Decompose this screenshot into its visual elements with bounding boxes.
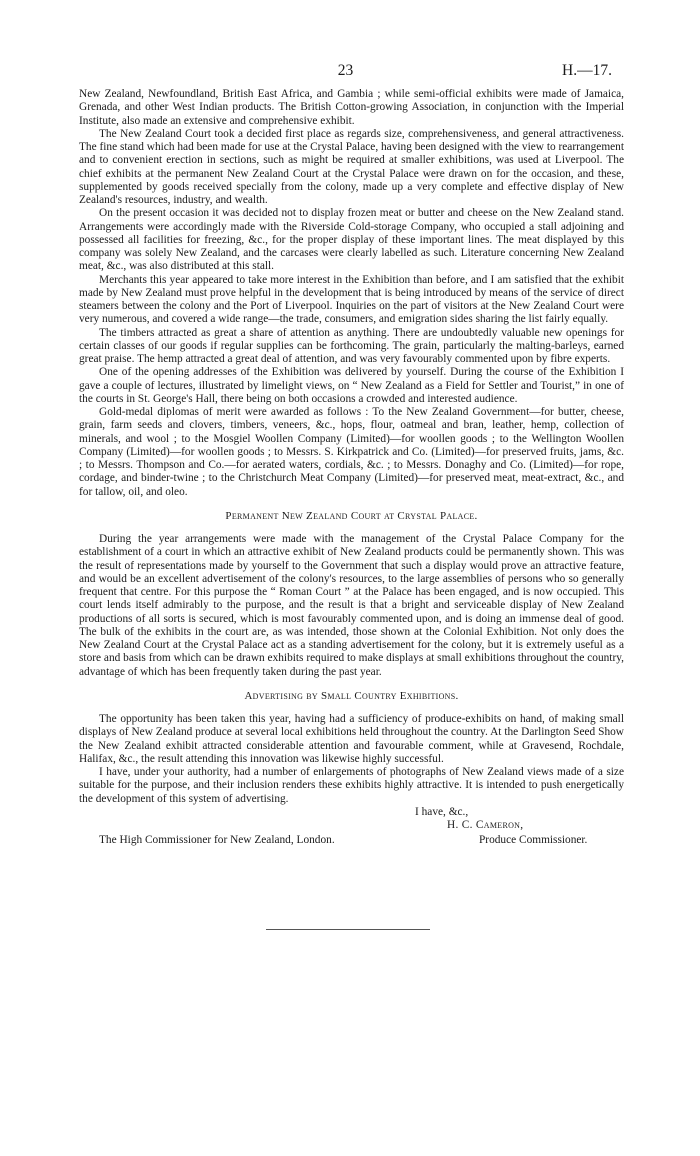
paragraph: One of the opening addresses of the Exhibition was delivered by yourself. During the course of the Exhibition I gave a couple of lectures, illustrated by limelight views, on “ New Zealand as a Field for Settler and Tourist,” in one of the courts in St. George's Hall, there being on both occasions a crowded and interested audience. [79,366,624,405]
addressee: The High Commissioner for New Zealand, London. [99,833,335,846]
document-reference: H.—17. [562,62,612,79]
section-heading: Permanent New Zealand Court at Crystal Palace. [225,509,478,522]
section-heading: Advertising by Small Country Exhibitions. [244,689,459,702]
closing-block [79,806,624,886]
paragraph: New Zealand, Newfoundland, British East Africa, and Gambia ; while semi-official exhibits were made of Jamaica, Grenada, and other West Indian products. The British Cotton-growing Association, in conjunction with the Imperial Institute, also made an extensive and comprehensive exhibit. [79,88,624,127]
valediction: I have, &c., [415,805,469,818]
paragraph: Merchants this year appeared to take more interest in the Exhibition than before, and I am satisfied that the exhibit made by New Zealand must prove helpful in the development that is being introduced by means of the service of direct steamers between the colony and the Port of Liverpool. Inquiries on the part of visitors at the New Zealand Court were very numerous, and covered a wide range—the trade, consumers, and emigration sides sharing the list fairly equally. [79,273,624,326]
paragraph: Gold-medal diplomas of merit were awarded as follows : To the New Zealand Government—for butter, cheese, grain, farm seeds and clovers, timbers, veneers, &c., hops, flour, oatmeal and bran, leather, hemp, collection of minerals, and wool ; to the Mosgiel Woollen Company (Limited)—for woollen goods ; to the Wellington Woollen Company (Limited)—for woollen goods ; to Messrs. S. Kirkpatrick and Co. (Limited)—for preserved fruits, jams, &c. ; to Messrs. Thompson and Co.—for aerated waters, cordials, &c. ; to Messrs. Donaghy and Co. (Limited)—for rope, cordage, and binder-twine ; to the Christchurch Meat Company (Limited)—for preserved meat, meat-extract, &c., and for tallow, oil, and oleo. [79,406,624,498]
paragraph: The opportunity has been taken this year, having had a sufficiency of produce-exhibits on hand, of making small displays of New Zealand produce at several local exhibitions held throughout the country. At the Darlington Seed Show the New Zealand exhibit attracted considerable attention and favourable comment, while at Gravesend, Rochdale, Halifax, &c., the result attending this innovation was likewise highly successful. [79,713,624,765]
paragraph: The timbers attracted as great a share of attention as anything. There are undoubtedly valuable new openings for certain classes of our goods if regular supplies can be forthcoming. The grain, particularly the malting-barleys, earned great praise. The hemp attracted a great deal of attention, and was very favourably commented upon by fibre experts. [79,326,624,365]
report-body [79,88,624,886]
paragraph: I have, under your authority, had a number of enlargements of photographs of New Zealand views made of a size suitable for the purpose, and their inclusion renders these exhibits highly attractive. It is intended to push energetically the development of this system of advertising. [79,766,624,805]
paragraph: During the year arrangements were made with the management of the Crystal Palace Company for the establishment of a court in which an attractive exhibit of New Zealand products could be permanently shown. This was the result of representations made by yourself to the Government that such a display would prove an attractive feature, and would be an excellent advertisement of the colony's resources, to the large assemblies of persons who so generally frequent that centre. For this purpose the “ Roman Court ” at the Palace has been engaged, and is now occupied. This court lends itself admirably to the purpose, and the result is that a bright and serviceable display of New Zealand productions of all sorts is secured, which is most favourably commented upon, and is doing an immense deal of good. The bulk of the exhibits in the court are, as was intended, those shown at the Colonial Exhibition. Not only does the New Zealand Court at the Crystal Palace act as a standing advertisement for the colony, but it is extremely useful as a store and basis from which can be drawn exhibits required to make displays at small exhibitions throughout the country, advantage of which has been frequently taken during the past year. [79,533,624,678]
closing-rule [266,929,430,930]
page-header [79,62,612,82]
signatory-title: Produce Commissioner. [479,833,588,846]
signatory-name: H. C. Cameron, [447,818,524,831]
paragraph: On the present occasion it was decided not to display frozen meat or butter and cheese on the New Zealand stand. Arrangements were accordingly made with the Riverside Cold-storage Company, who occupied a stall adjoining and possessed all facilities for freezing, &c., for the proper display of these important lines. The meat displayed by this company was solely New Zealand, and the carcases were clearly labelled as such. Literature concerning New Zealand meat, &c., was also distributed at this stall. [79,207,624,273]
page-number: 23 [337,62,354,79]
paragraph: The New Zealand Court took a decided first place as regards size, comprehensiveness, and general attractiveness. The fine stand which had been made for use at the Crystal Palace, having been designed with the view to rearrangement and to convenient erection in sections, such as might be required at smaller exhibitions, was used at Liverpool. The chief exhibits at the permanent New Zealand Court at the Crystal Palace were drawn on for the occasion, and these, supplemented by goods received specially from the colony, made up a very complete and effective display of New Zealand's resources, industry, and wealth. [79,127,624,206]
